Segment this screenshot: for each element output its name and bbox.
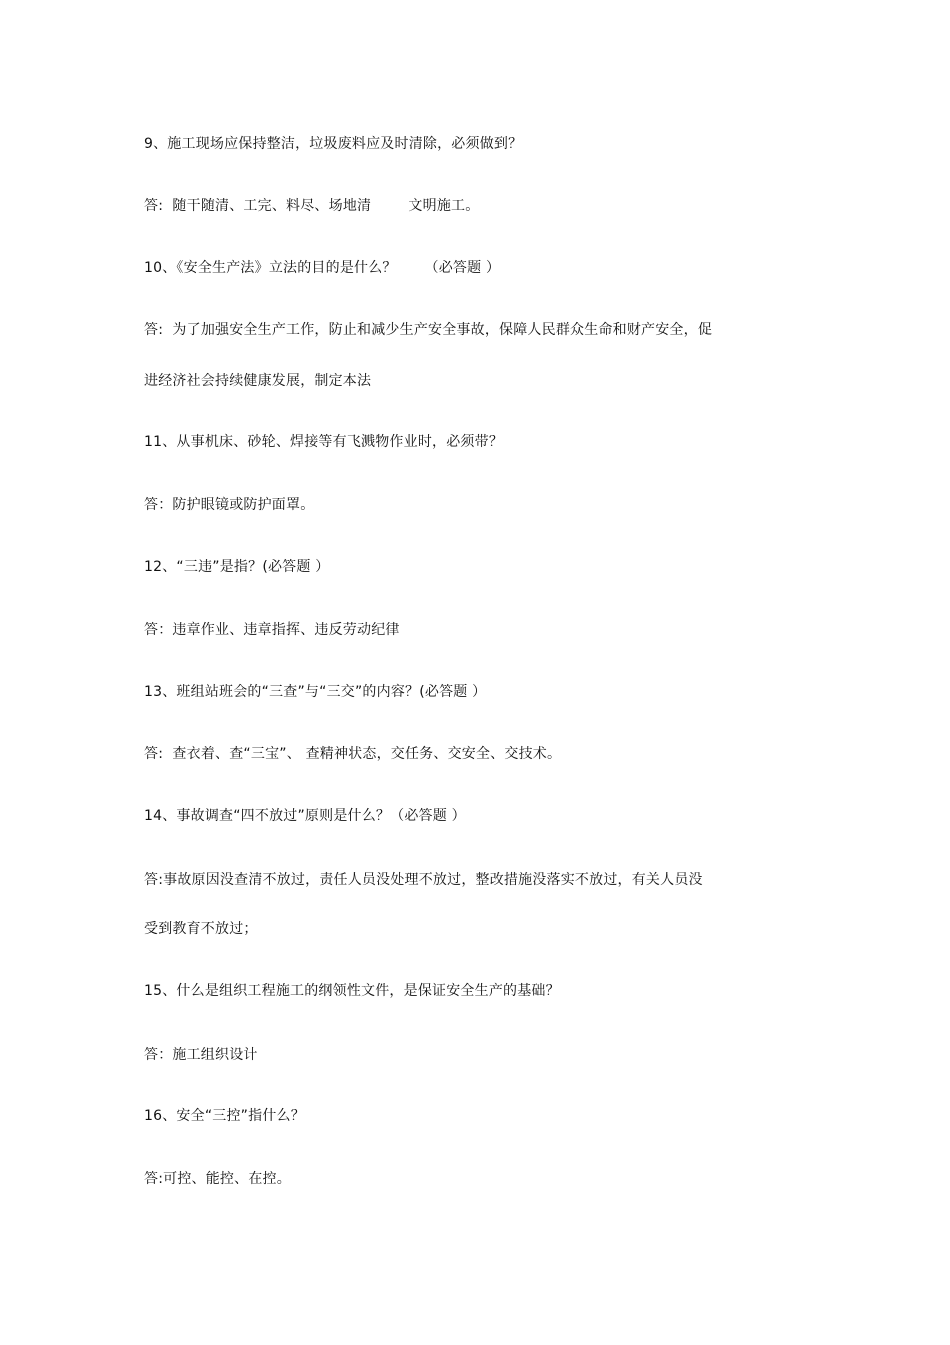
answer-11: 答：防护眼镜或防护面罩。 <box>144 497 315 513</box>
question-13: 13、班组站班会的“三查”与“三交”的内容？(必答题 ） <box>144 684 487 700</box>
answer-14-line-2: 受到教育不放过； <box>144 921 258 937</box>
question-11: 11、从事机床、砂轮、焊接等有飞溅物作业时，必须带？ <box>144 434 504 450</box>
answer-12: 答：违章作业、违章指挥、违反劳动纪律 <box>144 622 400 638</box>
question-14: 14、事故调查“四不放过”原则是什么？（必答题 ） <box>144 808 466 824</box>
answer-16: 答:可控、能控、在控。 <box>144 1171 291 1187</box>
answer-10-line-1: 答: 为了加强安全生产工作，防止和减少生产安全事故，保障人民群众生命和财产安全，促 <box>144 322 713 338</box>
question-16: 16、安全“三控”指什么？ <box>144 1108 305 1124</box>
answer-10-line-2: 进经济社会持续健康发展，制定本法 <box>144 373 372 389</box>
question-10: 10、《安全生产法》立法的目的是什么？ （必答题 ） <box>144 260 501 276</box>
answer-9: 答: 随干随清、工完、料尽、场地清 文明施工。 <box>144 198 480 214</box>
question-9: 9、施工现场应保持整洁，垃圾废料应及时清除，必须做到？ <box>144 136 523 152</box>
answer-13: 答: 查衣着、查“三宝”、 查精神状态，交任务、交安全、交技术。 <box>144 746 562 762</box>
question-15: 15、什么是组织工程施工的纲领性文件，是保证安全生产的基础？ <box>144 983 560 999</box>
question-12: 12、“三违”是指？(必答题 ） <box>144 559 330 575</box>
answer-14-line-1: 答:事故原因没查清不放过，责任人员没处理不放过，整改措施没落实不放过，有关人员没 <box>144 872 703 888</box>
answer-15: 答：施工组织设计 <box>144 1047 258 1063</box>
